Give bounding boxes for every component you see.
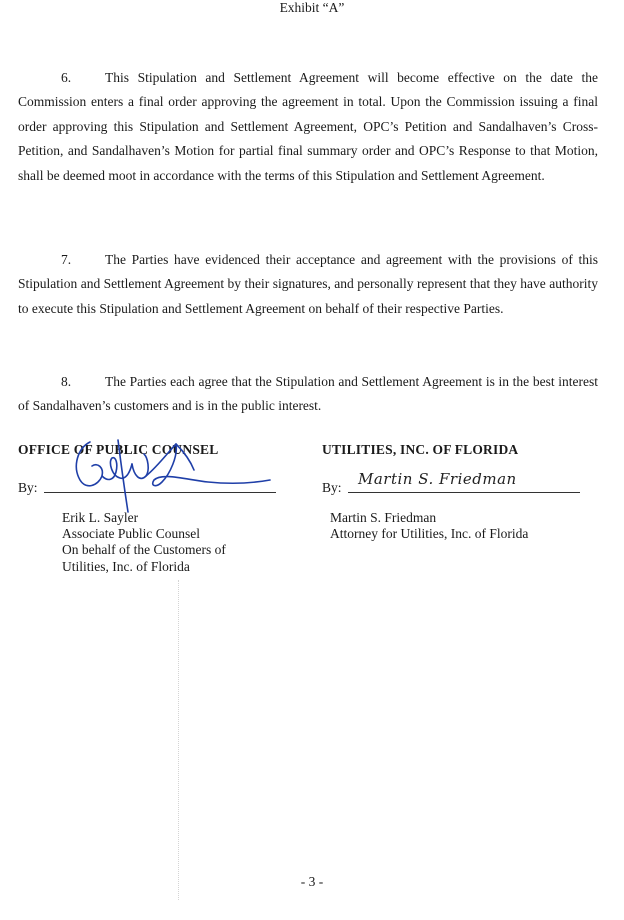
- paragraph-7: [18, 248, 598, 321]
- by-label: By:: [18, 480, 38, 495]
- paragraph-text: The Parties each agree that the Stipulation and Settlement Agreement is in the best interest of Sandalhaven’s customers and is in the public interest.: [18, 374, 598, 414]
- organization-name: OFFICE OF PUBLIC COUNSEL: [18, 442, 219, 457]
- paragraph-number: 8.: [61, 374, 72, 389]
- signer-title: Attorney for Utilities, Inc. of Florida: [330, 526, 529, 542]
- paragraph-6: [18, 66, 598, 188]
- signature-line: [322, 470, 592, 496]
- organization-name: UTILITIES, INC. OF FLORIDA: [322, 442, 519, 457]
- paragraph-8: [18, 370, 598, 419]
- signature-rule: [348, 492, 580, 493]
- signer-details: [62, 510, 288, 575]
- signature-block-utilities: [322, 440, 592, 542]
- scan-artifact-line: [178, 580, 179, 900]
- paragraph-number: 7.: [61, 252, 72, 267]
- handwritten-signature-scribble: [58, 436, 278, 518]
- by-label: By:: [322, 480, 342, 495]
- signer-name: Martin S. Friedman: [330, 510, 437, 525]
- signer-capacity: On behalf of the Customers of: [62, 542, 226, 558]
- signer-title: Associate Public Counsel: [62, 526, 200, 542]
- signer-capacity-cont: Utilities, Inc. of Florida: [62, 558, 190, 574]
- paragraph-text: The Parties have evidenced their acceptance and agreement with the provisions of this Stipulation and Settlement Agreement by their signatures, and personally represent that they have authority to execute this Stipulation and Settlement Agreement on behalf of their respective Parties.: [18, 252, 598, 316]
- handwritten-signature: Martin S. Friedman: [358, 470, 517, 488]
- exhibit-header: Exhibit “A”: [279, 0, 345, 15]
- signer-name: Erik L. Sayler: [62, 510, 139, 525]
- paragraph-number: 6.: [61, 70, 72, 85]
- paragraph-text: This Stipulation and Settlement Agreement will become effective on the date the Commission enters a final order approving the agreement in total. Upon the Commission issuing a final order approving this Stipulation and Settlement Agreement, OPC’s Petition and Sandalhaven’s Cross-Petition, and Sandalhaven’s Motion for partial final summary order and OPC’s Response to that Motion, shall be deemed moot in accordance with the terms of this Stipulation and Settlement Agreement.: [18, 70, 598, 183]
- signer-details: [330, 510, 592, 542]
- page-number: - 3 -: [300, 874, 324, 889]
